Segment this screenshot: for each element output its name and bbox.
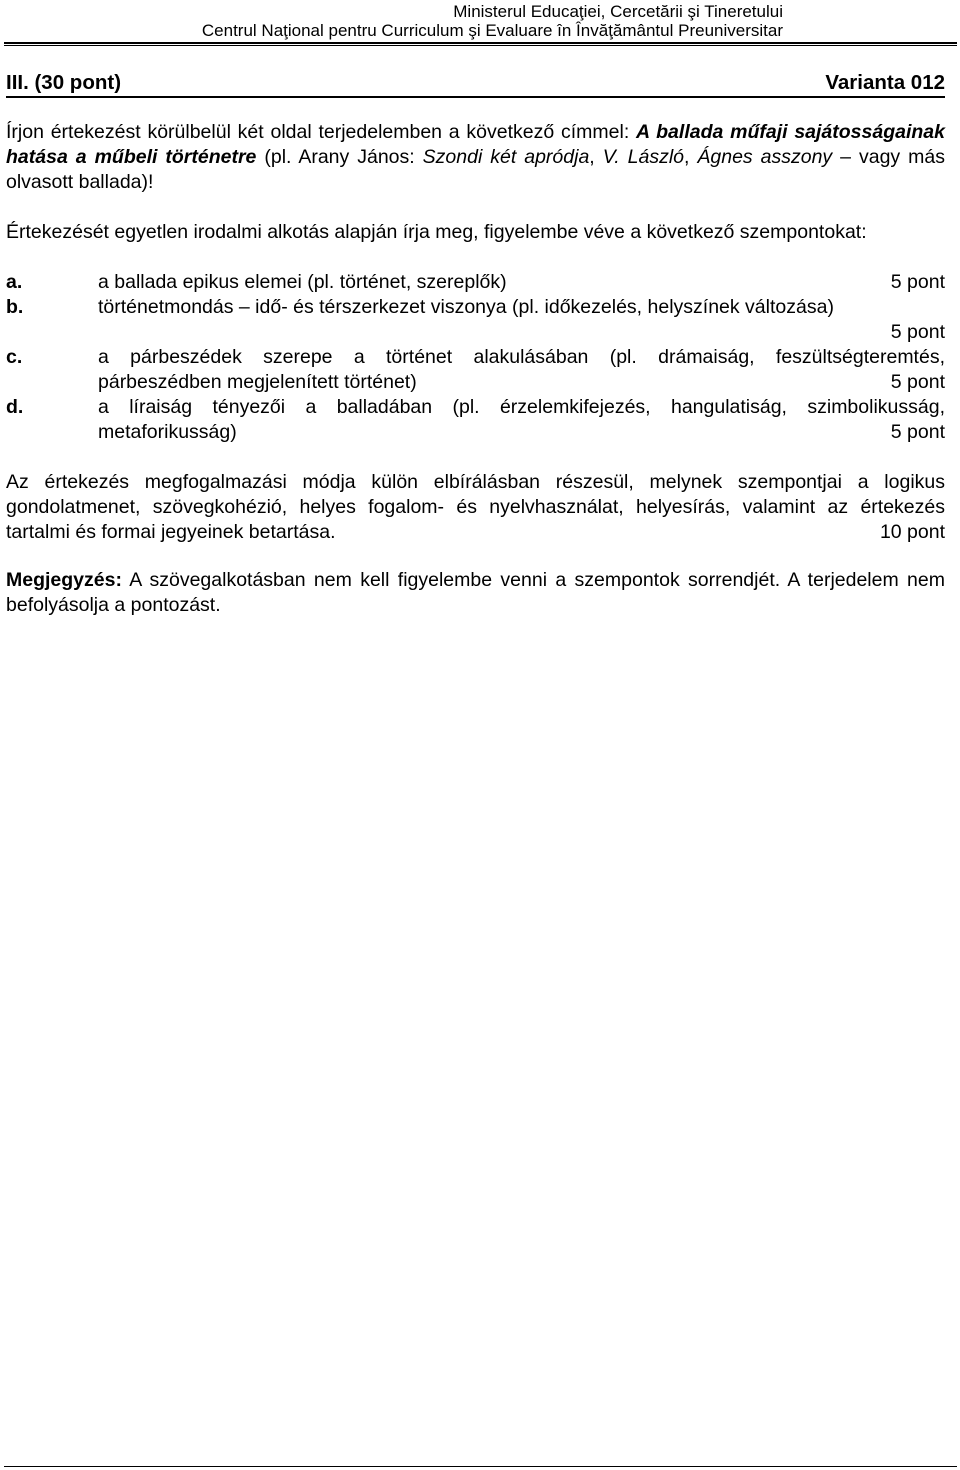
work-title-3: Ágnes asszony [697,146,833,168]
criterion-points: 5 pont [890,321,945,343]
ministry-header: Ministerul Educaţiei, Cercetării şi Tineretului [453,2,783,21]
remark-label: Megjegyzés: [6,569,122,591]
criterion-label: c. [6,346,23,368]
task-intro: Írjon értekezést körülbelül két oldal terjedelemben a következő címmel: [6,121,637,143]
criterion-label: a. [6,271,23,293]
criterion-text: történetmondás – idő- és térszerkezet viszonya (pl. időkezelés, helyszínek változása) [98,296,834,318]
footer-divider [4,1466,957,1467]
form-note [6,470,945,545]
section-title [6,70,945,98]
institute-header: Centrul Naţional pentru Curriculum şi Evaluare în Învăţământul Preuniversitar [201,21,783,40]
section-number: III. (30 pont) [6,71,122,94]
remark [6,568,945,618]
separator: , [684,146,698,168]
task-end: – vagy más olvasott ballada)! [6,146,945,193]
criterion-points: 5 pont [890,371,945,393]
form-note-points: 10 pont [879,521,945,543]
criterion-label: b. [6,296,24,318]
task-example-intro: (pl. Arany János: [256,146,423,168]
remark-text: A szövegalkotásban nem kell figyelembe venni a szempontok sorrendjét. A terjedelem nem befolyásolja a pontozást. [6,569,945,616]
criteria-intro: Értekezését egyetlen irodalmi alkotás alapján írja meg, figyelembe véve a következő szempontokat: [6,221,867,243]
criterion-text: a párbeszédek szerepe a történet alakulásában (pl. drámaiság, feszültségteremtés, párbeszédben megjelenített történet) [98,346,945,393]
criterion-text: a ballada epikus elemei (pl. történet, szereplők) [98,271,507,293]
separator: , [589,146,603,168]
work-title-1: Szondi két apródja [422,146,590,168]
criterion-text: a líraiság tényezői a balladában (pl. érzelemkifejezés, hangulatiság, szimbolikusság, metaforikusság) [98,396,945,443]
criterion-points: 5 pont [890,421,945,443]
header-divider-thin [4,45,957,46]
work-title-2: V. László [602,146,684,168]
criterion-points: 5 pont [890,271,945,293]
header-divider [4,42,957,44]
criterion-label: d. [6,396,24,418]
form-note-text: Az értekezés megfogalmazási módja külön elbírálásban részesül, melynek szempontjai a logikus gondolatmenet, szövegkohézió, helyes fogalom- és nyelvhasználat, helyesírás, valamint az értekezés tartalmi és formai jegyeinek betartása. [6,471,945,543]
task-paragraph [6,120,945,195]
essay-title: A ballada műfaji sajátosságainak hatása a műbeli történetre [6,121,945,168]
variant-label: Varianta 012 [825,71,945,94]
